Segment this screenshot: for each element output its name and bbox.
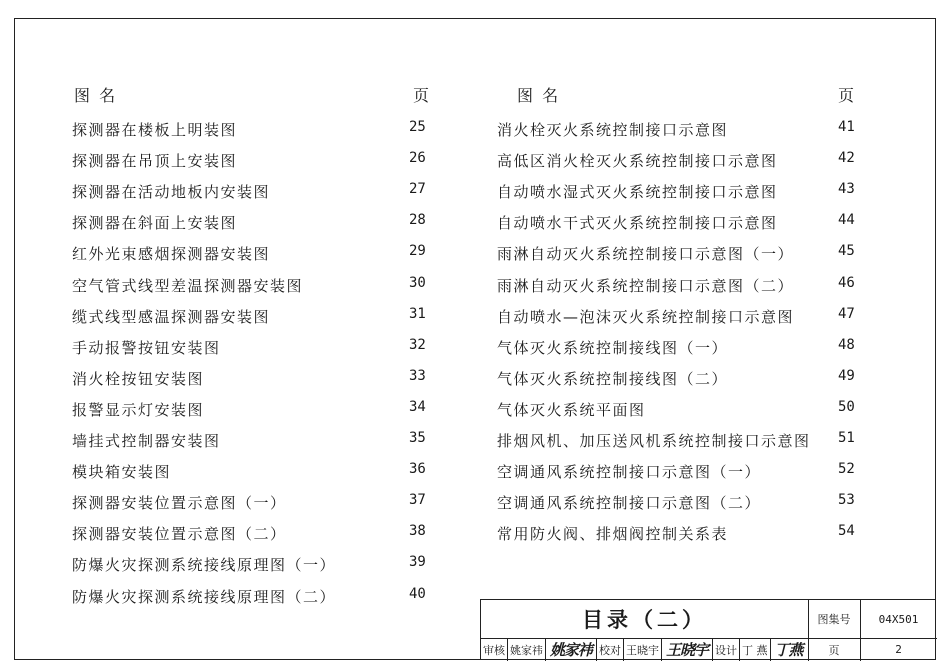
design-signature: 丁燕	[774, 641, 803, 659]
toc-item-page: 46	[838, 274, 855, 291]
toc-row	[497, 275, 868, 295]
check-signature: 王晓宇	[662, 638, 713, 661]
review-name: 姚家祎	[508, 638, 546, 661]
toc-row	[497, 119, 868, 139]
toc-row	[497, 337, 868, 357]
toc-item-page: 26	[409, 150, 426, 167]
toc-item-page: 51	[838, 430, 855, 446]
toc-row	[72, 430, 439, 450]
toc-item-page: 30	[409, 274, 426, 291]
toc-item-page: 47	[838, 305, 855, 322]
toc-item-name: 墙挂式控制器安装图	[72, 432, 221, 450]
toc-row	[72, 523, 439, 543]
toc-item-page: 41	[838, 119, 855, 135]
toc-item-page: 27	[409, 181, 426, 198]
toc-row	[72, 181, 439, 201]
toc-row	[72, 212, 439, 232]
atlas-number-value: 04X501	[860, 600, 937, 639]
title-block	[480, 599, 936, 660]
toc-item-name: 气体灭火系统平面图	[497, 400, 646, 419]
toc-row	[497, 181, 868, 201]
toc-item-page: 35	[409, 430, 426, 446]
toc-item-name: 常用防火阀、排烟阀控制关系表	[497, 525, 729, 544]
toc-item-page: 48	[838, 336, 855, 353]
toc-item-page: 40	[409, 585, 426, 602]
toc-item-page: 38	[409, 523, 426, 540]
toc-item-page: 34	[409, 398, 426, 415]
toc-item-page: 43	[838, 181, 855, 198]
toc-item-page: 36	[409, 461, 426, 478]
design-name: 丁 燕	[740, 638, 771, 661]
toc-row	[72, 337, 439, 357]
toc-item-name: 报警显示灯安装图	[72, 400, 205, 419]
check-name: 王晓宇	[624, 638, 662, 661]
toc-row	[497, 150, 868, 170]
toc-item-page: 42	[838, 150, 855, 167]
toc-item-name: 雨淋自动灭火系统控制接口示意图（一）	[497, 245, 795, 264]
left-header-name: 图 名	[74, 86, 118, 105]
toc-row	[497, 430, 868, 450]
toc-item-name: 自动喷水湿式灭火系统控制接口示意图	[497, 183, 778, 202]
left-header-page: 页	[413, 86, 432, 105]
review-label: 审核	[481, 638, 508, 661]
toc-row	[497, 306, 868, 326]
toc-item-name: 雨淋自动灭火系统控制接口示意图（二）	[497, 276, 795, 295]
toc-item-name: 缆式线型感温探测器安装图	[72, 307, 271, 326]
review-signature: 姚家祎	[546, 638, 597, 661]
toc-item-name: 探测器在斜面上安装图	[72, 214, 238, 233]
toc-item-name: 探测器在楼板上明装图	[72, 121, 238, 139]
toc-item-name: 消火栓灭火系统控制接口示意图	[497, 121, 729, 139]
toc-item-page: 52	[838, 461, 855, 478]
toc-item-name: 防爆火灾探测系统接线原理图（一）	[72, 556, 337, 575]
toc-item-page: 33	[409, 367, 426, 384]
toc-item-name: 探测器安装位置示意图（二）	[72, 525, 287, 544]
toc-row	[497, 399, 868, 419]
toc-item-name: 探测器安装位置示意图（一）	[72, 494, 287, 513]
toc-row	[72, 492, 439, 512]
toc-item-name: 空调通风系统控制接口示意图（二）	[497, 494, 762, 513]
toc-row	[72, 306, 439, 326]
toc-item-name: 气体灭火系统控制接线图（二）	[497, 369, 729, 388]
design-label: 设计	[713, 638, 740, 661]
toc-item-name: 自动喷水—泡沫灭火系统控制接口示意图	[497, 307, 795, 326]
toc-item-name: 探测器在吊顶上安装图	[72, 152, 238, 171]
toc-item-page: 31	[409, 305, 426, 322]
toc-item-name: 高低区消火栓灭火系统控制接口示意图	[497, 152, 778, 171]
toc-item-name: 防爆火灾探测系统接线原理图（二）	[72, 587, 337, 606]
toc-row	[497, 492, 868, 512]
page-number: 2	[895, 643, 902, 656]
toc-item-page: 28	[409, 212, 426, 229]
toc-row	[72, 243, 439, 263]
toc-item-page: 25	[409, 119, 426, 135]
toc-row	[72, 461, 439, 481]
toc-item-name: 气体灭火系统控制接线图（一）	[497, 338, 729, 357]
toc-item-page: 50	[838, 398, 855, 415]
toc-row	[497, 523, 868, 543]
toc-item-page: 45	[838, 243, 855, 260]
toc-item-page: 37	[409, 492, 426, 509]
right-header-page: 页	[838, 86, 857, 105]
toc-row	[497, 461, 868, 481]
check-label: 校对	[597, 638, 624, 661]
signature-row	[481, 638, 809, 661]
toc-item-page: 44	[838, 212, 855, 229]
toc-item-page: 49	[838, 367, 855, 384]
catalog-title: 目录（二）	[481, 600, 809, 639]
toc-row	[497, 368, 868, 388]
toc-item-name: 手动报警按钮安装图	[72, 338, 221, 357]
toc-row	[72, 368, 439, 388]
toc-item-name: 空调通风系统控制接口示意图（一）	[497, 463, 762, 482]
toc-row	[72, 119, 439, 139]
toc-row	[72, 554, 439, 574]
toc-item-name: 消火栓按钮安装图	[72, 369, 205, 388]
toc-item-page: 39	[409, 554, 426, 571]
toc-item-name: 红外光束感烟探测器安装图	[72, 245, 271, 264]
toc-item-name: 模块箱安装图	[72, 463, 172, 482]
page-label: 页	[808, 638, 861, 661]
toc-item-name: 自动喷水干式灭火系统控制接口示意图	[497, 214, 778, 233]
toc-row	[497, 212, 868, 232]
toc-item-page: 54	[838, 523, 855, 540]
toc-item-name: 空气管式线型差温探测器安装图	[72, 276, 304, 295]
toc-item-page: 29	[409, 243, 426, 260]
toc-item-name: 探测器在活动地板内安装图	[72, 183, 271, 202]
toc-row	[72, 399, 439, 419]
atlas-number-label: 图集号	[808, 600, 861, 639]
toc-row	[72, 150, 439, 170]
toc-row	[497, 243, 868, 263]
toc-row	[72, 586, 439, 606]
toc-item-page: 32	[409, 336, 426, 353]
toc-row	[72, 275, 439, 295]
toc-item-page: 53	[838, 492, 855, 509]
right-header-name: 图 名	[517, 86, 561, 105]
toc-item-name: 排烟风机、加压送风机系统控制接口示意图	[497, 432, 811, 450]
